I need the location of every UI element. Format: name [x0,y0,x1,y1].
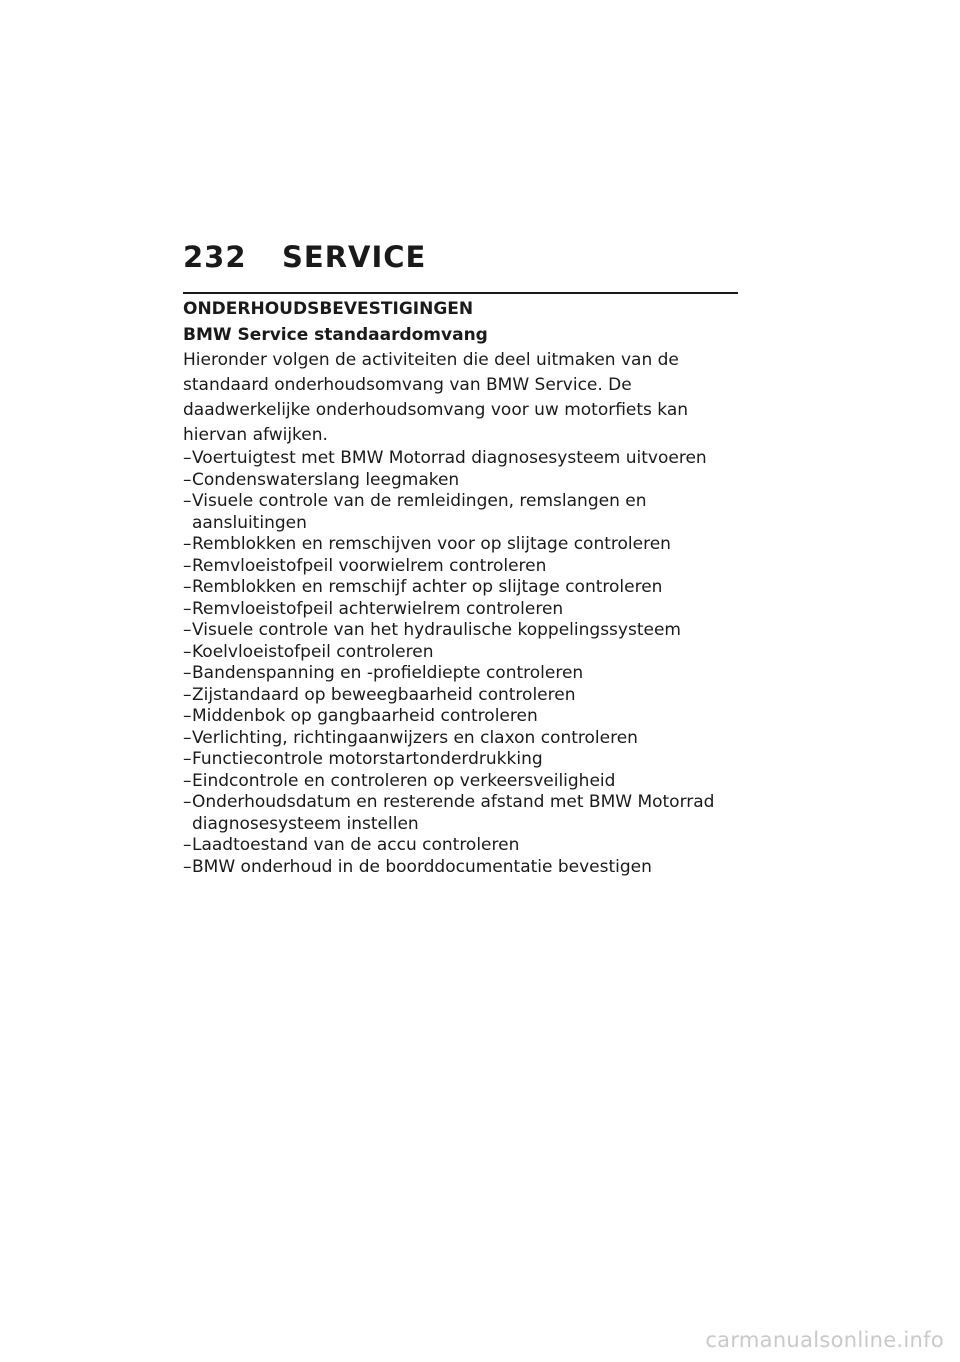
list-item-text: Zijstandaard op beweegbaarheid controleren [192,684,576,705]
list-dash: – [183,835,192,855]
page-header [183,240,738,280]
list-dash: – [183,706,192,726]
list-item-text: Remblokken en remschijf achter op slijtage controleren [192,577,663,597]
list-dash: – [183,856,192,877]
list-dash: – [183,598,192,619]
list-dash: – [183,555,192,576]
list-item-text: Remvloeistofpeil achterwielrem controleren [192,598,564,619]
list-dash: – [183,491,192,511]
list-item-text: BMW onderhoud in de boorddocumentatie bevestigen [192,856,652,877]
list-dash: – [183,727,192,748]
list-item [183,771,743,793]
list-dash: – [183,663,192,683]
page-content [183,298,743,878]
list-dash: – [183,577,192,597]
list-item [183,663,743,685]
list-item-text: Eindcontrole en controleren op verkeersveiligheid [192,770,616,791]
header-divider [183,292,738,294]
list-dash: – [183,448,192,468]
list-dash: – [183,792,192,812]
list-item [183,577,743,599]
sub-heading: BMW Service standaardomvang [183,325,488,345]
list-dash: – [183,534,192,554]
list-item-text: Condenswaterslang leegmaken [192,469,460,490]
section-heading: ONDERHOUDSBEVESTIGINGEN [183,299,474,319]
list-item [183,599,743,621]
list-dash: – [183,620,192,640]
list-dash: – [183,749,192,769]
list-item [183,685,743,707]
watermark: carmanualsonline.info [705,1328,944,1352]
list-item-text: Middenbok op gangbaarheid controleren [192,706,538,726]
list-item-text: Laadtoestand van de accu controleren [192,835,520,855]
list-item [183,749,743,771]
list-item-text: Voertuigtest met BMW Motorrad diagnosesysteem uitvoeren [192,448,707,468]
list-item [183,491,743,534]
list-item [183,706,743,728]
list-item-text: Onderhoudsdatum en resterende afstand met BMW Motorrad diagnosesysteem instellen [192,792,715,834]
list-item [183,470,743,492]
intro-paragraph: Hieronder volgen de activiteiten die deel uitmaken van de standaard onderhoudsomvang van BMW Service. De daadwerkelijke onderhoudsomvang voor uw motorfiets kan hiervan afwijken. [183,350,689,445]
list-dash: – [183,641,192,662]
list-item-text: Koelvloeistofpeil controleren [192,641,434,662]
list-item [183,642,743,664]
list-item [183,620,743,642]
list-item-text: Visuele controle van het hydraulische koppelingssysteem [192,620,681,640]
list-item-text: Remvloeistofpeil voorwielrem controleren [192,555,547,576]
page-number: 232 [183,240,247,274]
list-item [183,835,743,857]
list-item-text: Verlichting, richtingaanwijzers en claxon controleren [192,727,638,748]
list-item-text: Visuele controle van de remleidingen, remslangen en aansluitingen [192,491,647,533]
list-dash: – [183,770,192,791]
list-item-text: Remblokken en remschijven voor op slijtage controleren [192,534,671,554]
list-item [183,448,743,470]
chapter-title: SERVICE [282,240,427,274]
list-item [183,728,743,750]
list-item-text: Functiecontrole motorstartonderdrukking [192,749,543,769]
list-item [183,556,743,578]
task-list [183,448,743,878]
list-item [183,857,743,879]
list-item [183,534,743,556]
list-item [183,792,743,835]
list-dash: – [183,469,192,490]
list-item-text: Bandenspanning en -profieldiepte controleren [192,663,584,683]
list-dash: – [183,684,192,705]
